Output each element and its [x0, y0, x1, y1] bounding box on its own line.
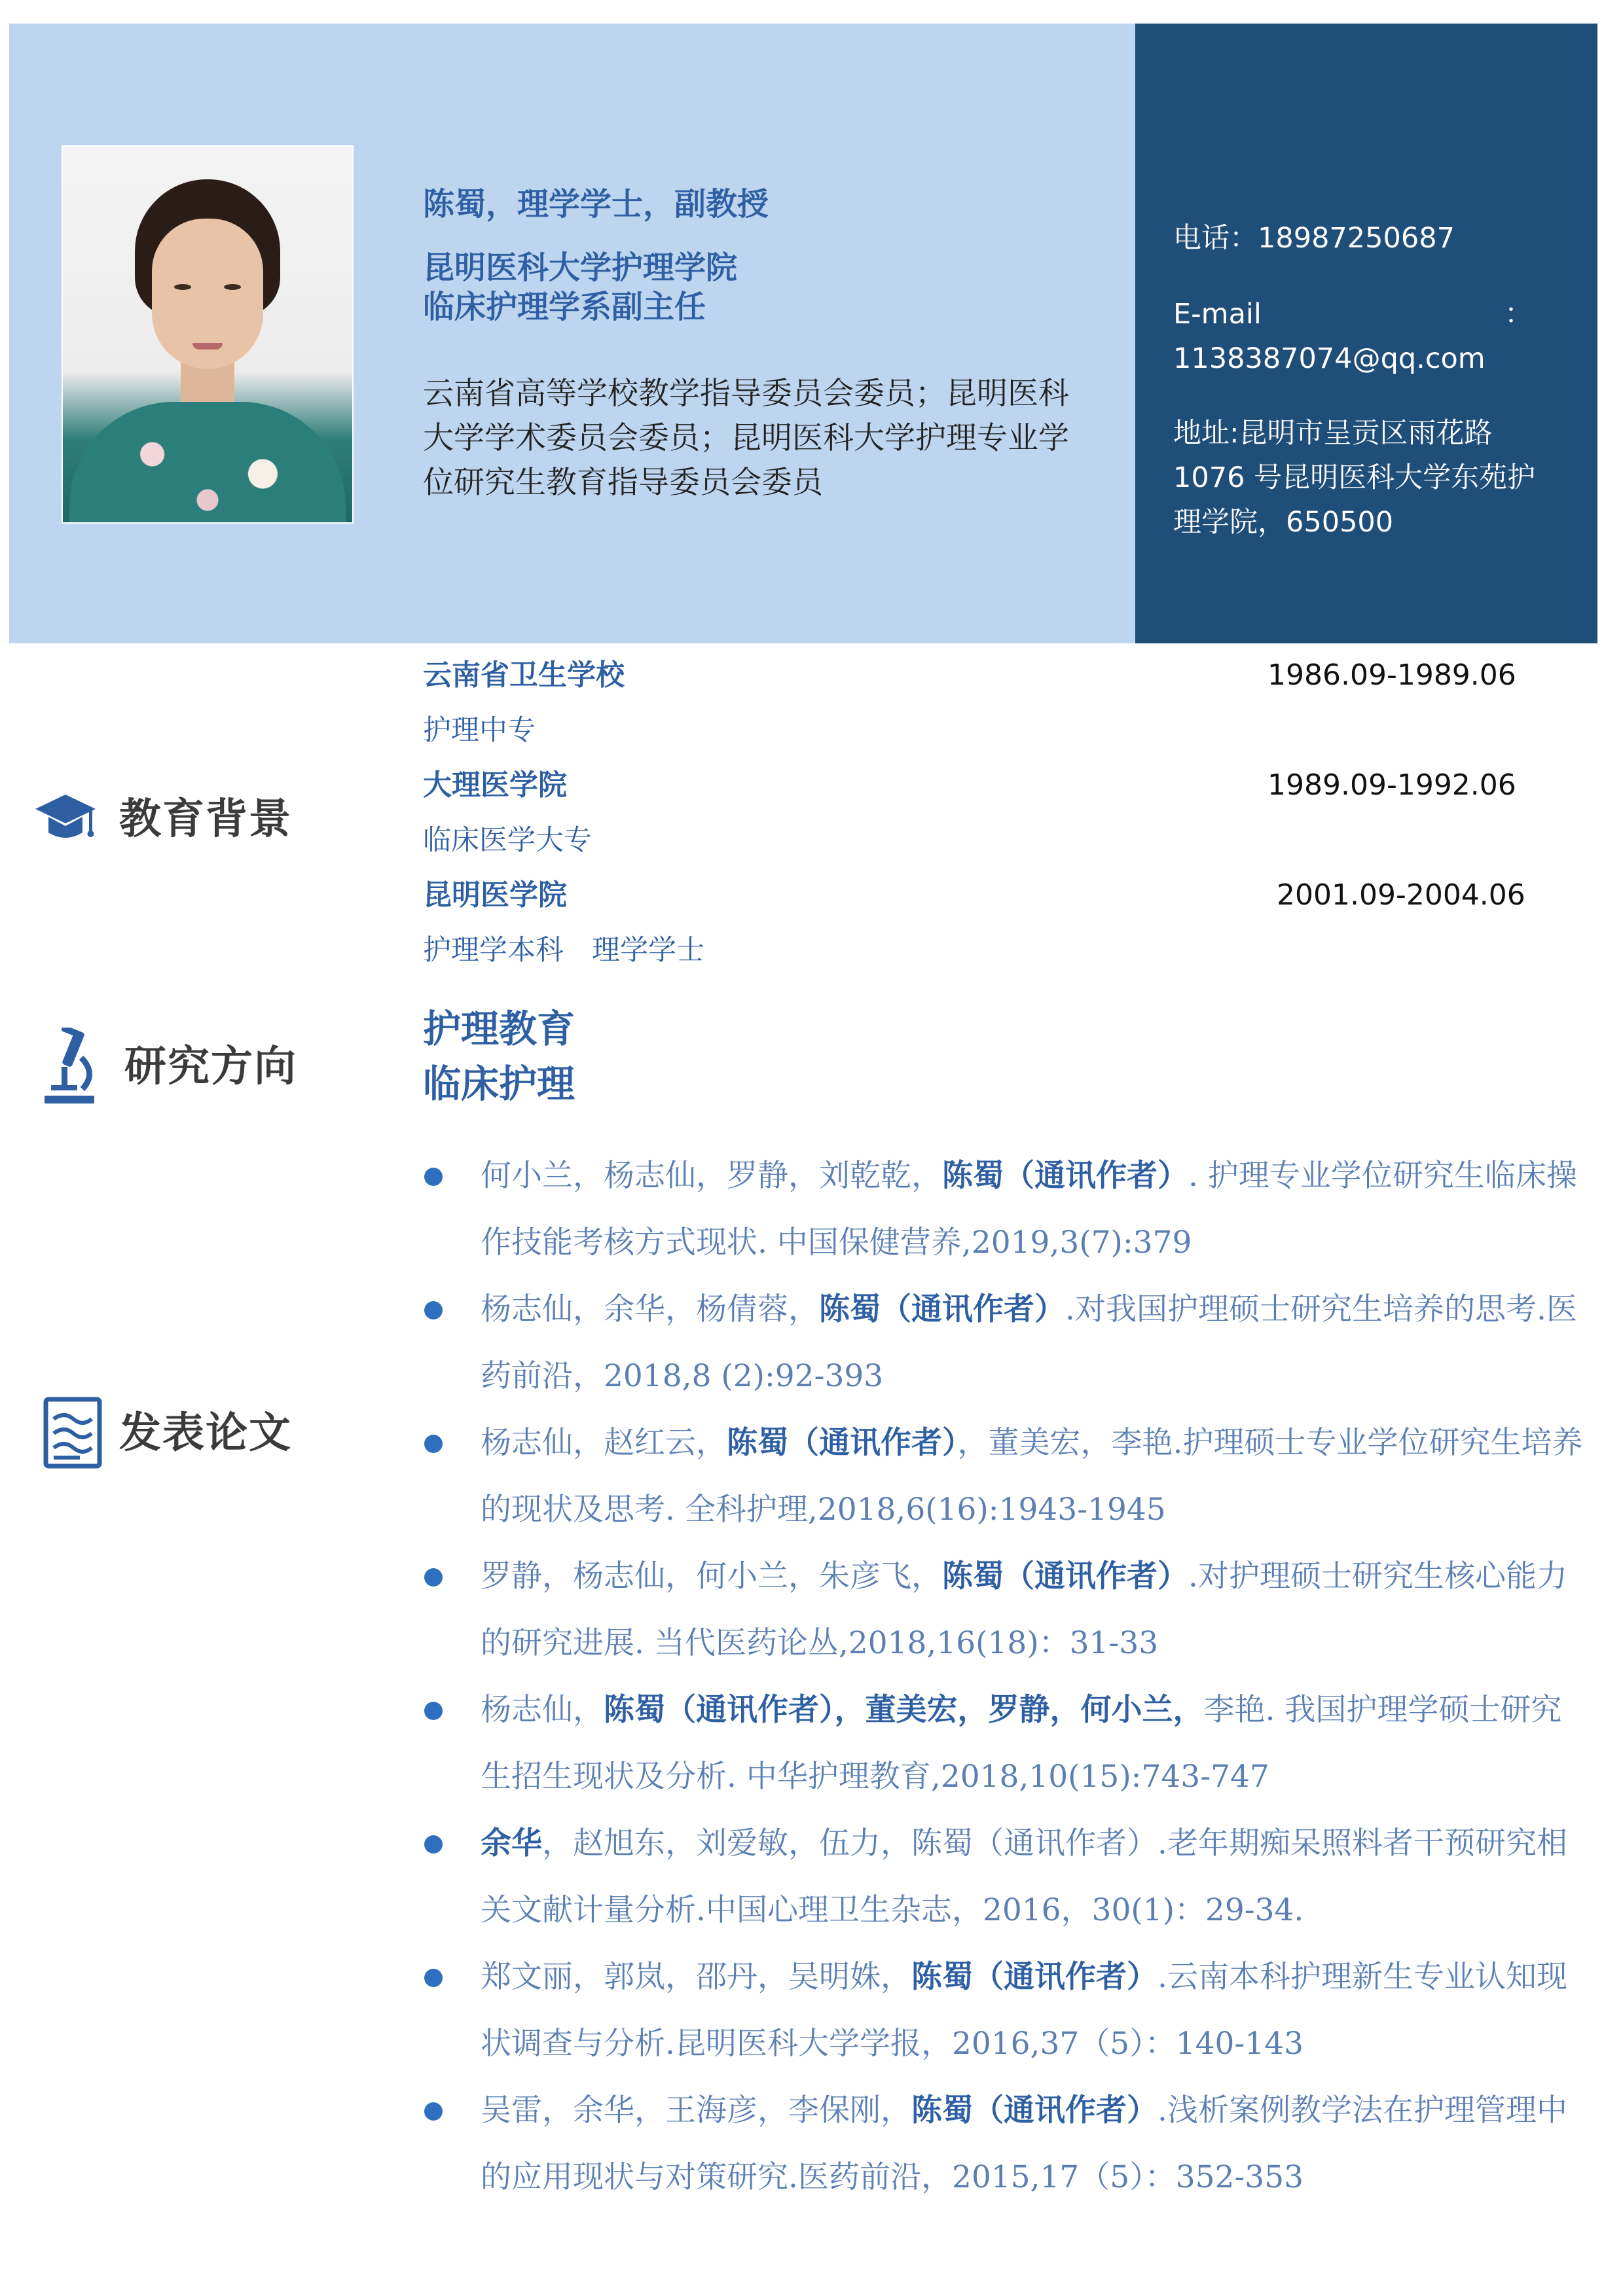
- address-line: 1076 号昆明医科大学东苑护: [1173, 461, 1536, 494]
- paper-item: 杨志仙，余华，杨倩蓉，陈蜀（通讯作者）.对我国护理硕士研究生培养的思考.医药前沿，2018,8 (2):92-393: [481, 1291, 1577, 1394]
- paper-item: 杨志仙，赵红云，陈蜀（通讯作者），董美宏，李艳.护理硕士专业学位研究生培养的现状及思考. 全科护理,2018,6(16):1943-1945: [481, 1425, 1583, 1528]
- edu-degree: 护理中专: [423, 714, 536, 747]
- edu-school: 昆明医学院: [423, 878, 567, 912]
- paper-item: 余华，赵旭东，刘爱敏，伍力，陈蜀（通讯作者）.老年期痴呆照料者干预研究相关文献计量分析.中国心理卫生杂志，2016，30(1)：29-34.: [481, 1825, 1567, 1928]
- paper-item: 杨志仙，陈蜀（通讯作者），董美宏，罗静，何小兰，李艳. 我国护理学硕士研究生招生现状及分析. 中华护理教育,2018,10(15):743-747: [481, 1692, 1562, 1795]
- email-address[interactable]: 1138387074@qq.com: [1173, 342, 1486, 375]
- bullet: [424, 2102, 443, 2121]
- bullet: [424, 1168, 443, 1186]
- edu-date: 2001.09-2004.06: [1277, 878, 1525, 912]
- bullet: [424, 1301, 443, 1319]
- edu-school: 大理医学院: [423, 768, 567, 802]
- duty-line: 位研究生教育指导委员会委员: [423, 465, 823, 501]
- bullet: [424, 1435, 443, 1453]
- paper-item: 吴雷，余华，王海彦，李保刚，陈蜀（通讯作者）.浅析案例教学法在护理管理中的应用现状与对策研究.医药前沿，2015,17（5）：352-353: [481, 2092, 1567, 2195]
- address: [1173, 411, 1535, 545]
- paper-item: 郑文丽，郭岚，邵丹，吴明姝，陈蜀（通讯作者）.云南本科护理新生专业认知现状调查与分析.昆明医科大学学报，2016,37（5）：140-143: [481, 1959, 1567, 2062]
- address-line: 理学院，650500: [1173, 506, 1394, 539]
- org-line-2: 临床护理学系副主任: [423, 289, 706, 325]
- section-title-research: 研究方向: [124, 1043, 297, 1091]
- document-icon: [43, 1397, 102, 1469]
- edu-school: 云南省卫生学校: [423, 658, 625, 692]
- address-line: 地址:昆明市呈贡区雨花路: [1173, 417, 1493, 450]
- bullet: [424, 1835, 443, 1854]
- graduation-cap-icon: [34, 792, 97, 844]
- email-colon: ：: [1504, 298, 1533, 331]
- research-item: 临床护理: [423, 1062, 575, 1106]
- paper-item: 罗静，杨志仙，何小兰，朱彦飞，陈蜀（通讯作者）.对护理硕士研究生核心能力的研究进展. 当代医药论丛,2018,16(18)：31-33: [481, 1558, 1567, 1661]
- edu-degree: 临床医学大专: [423, 824, 592, 857]
- email-label: E-mail: [1173, 298, 1262, 331]
- edu-date: 1986.09-1989.06: [1267, 658, 1516, 692]
- duties: [423, 372, 1123, 505]
- microscope-icon: [42, 1028, 97, 1106]
- bullet: [424, 1969, 443, 1987]
- edu-degree: 护理学本科 理学学士: [423, 934, 704, 967]
- edu-date: 1989.09-1992.06: [1267, 768, 1516, 802]
- bullet: [424, 1702, 443, 1720]
- name-title: 陈蜀，理学学士，副教授: [423, 186, 769, 223]
- duty-line: 云南省高等学校教学指导委员会委员；昆明医科: [423, 376, 1069, 412]
- research-item: 护理教育: [423, 1007, 575, 1051]
- bullet: [424, 1568, 443, 1587]
- duty-line: 大学学术委员会委员；昆明医科大学护理专业学: [423, 420, 1069, 456]
- profile-photo: [62, 145, 354, 524]
- phone: 电话：18987250687: [1173, 222, 1455, 255]
- paper-item: 何小兰，杨志仙，罗静，刘乾乾，陈蜀（通讯作者）. 护理专业学位研究生临床操作技能考核方式现状. 中国保健营养,2019,3(7):379: [481, 1158, 1577, 1261]
- org-line-1: 昆明医科大学护理学院: [423, 249, 738, 286]
- section-title-papers: 发表论文: [119, 1409, 292, 1458]
- section-title-education: 教育背景: [119, 795, 292, 844]
